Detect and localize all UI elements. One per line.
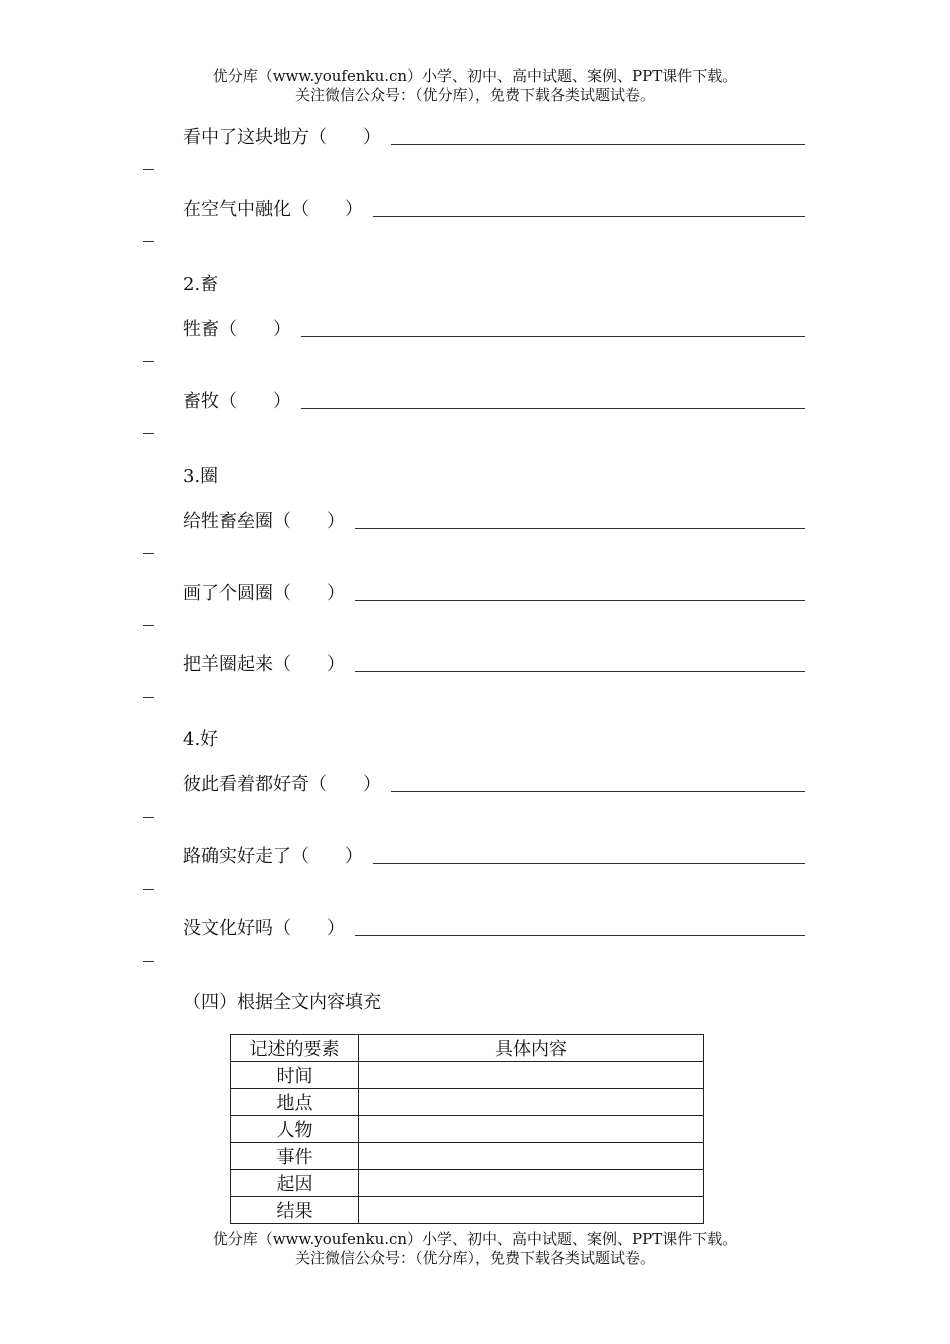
question-item bbox=[183, 650, 805, 676]
table-row bbox=[231, 1143, 704, 1170]
item-text: 画了个圆圈 bbox=[183, 583, 273, 604]
answer-line[interactable] bbox=[355, 527, 805, 529]
dash-mark bbox=[143, 817, 154, 818]
elements-table bbox=[230, 1034, 704, 1224]
dash-mark bbox=[143, 889, 154, 890]
table-header-elements: 记述的要素 bbox=[231, 1035, 359, 1062]
answer-paren[interactable]: （ ） bbox=[291, 199, 363, 220]
row-content-cell[interactable] bbox=[359, 1143, 704, 1170]
question-item bbox=[183, 123, 805, 149]
answer-paren[interactable]: （ ） bbox=[309, 774, 381, 795]
answer-line[interactable] bbox=[355, 599, 805, 601]
item-text: 把羊圈起来 bbox=[183, 654, 273, 675]
item-text: 看中了这块地方 bbox=[183, 127, 309, 148]
heading-2: 2.畜 bbox=[183, 274, 219, 295]
row-content-cell[interactable] bbox=[359, 1170, 704, 1197]
table-row bbox=[231, 1116, 704, 1143]
dash-mark bbox=[143, 625, 154, 626]
page-header bbox=[0, 67, 950, 105]
answer-line[interactable] bbox=[355, 934, 805, 936]
question-item bbox=[183, 842, 805, 868]
item-text: 在空气中融化 bbox=[183, 199, 291, 220]
row-content-cell[interactable] bbox=[359, 1197, 704, 1224]
question-item bbox=[183, 315, 805, 341]
answer-paren[interactable]: （ ） bbox=[219, 391, 291, 412]
footer-line-1: 优分库（www.youfenku.cn）小学、初中、高中试题、案例、PPT课件下载。 bbox=[212, 1230, 738, 1248]
dash-mark bbox=[143, 697, 154, 698]
item-text: 给牲畜垒圈 bbox=[183, 511, 273, 532]
answer-paren[interactable]: （ ） bbox=[291, 846, 363, 867]
table-row bbox=[231, 1089, 704, 1116]
table-row bbox=[231, 1062, 704, 1089]
heading-3: 3.圈 bbox=[183, 466, 219, 487]
dash-mark bbox=[143, 361, 154, 362]
dash-mark bbox=[143, 241, 154, 242]
item-text: 没文化好吗 bbox=[183, 918, 273, 939]
answer-line[interactable] bbox=[301, 407, 805, 409]
item-text: 路确实好走了 bbox=[183, 846, 291, 867]
question-item bbox=[183, 507, 805, 533]
row-label: 结果 bbox=[231, 1197, 359, 1224]
answer-paren[interactable]: （ ） bbox=[273, 918, 345, 939]
page-footer bbox=[0, 1230, 950, 1268]
row-label: 时间 bbox=[231, 1062, 359, 1089]
dash-mark bbox=[143, 553, 154, 554]
answer-line[interactable] bbox=[355, 670, 805, 672]
answer-paren[interactable]: （ ） bbox=[273, 511, 345, 532]
row-label: 地点 bbox=[231, 1089, 359, 1116]
answer-paren[interactable]: （ ） bbox=[273, 583, 345, 604]
item-text: 牲畜 bbox=[183, 319, 219, 340]
answer-line[interactable] bbox=[373, 862, 805, 864]
question-item bbox=[183, 387, 805, 413]
footer-line-2: 关注微信公众号：（优分库），免费下载各类试题试卷。 bbox=[294, 1249, 655, 1267]
row-label: 人物 bbox=[231, 1116, 359, 1143]
question-item bbox=[183, 914, 805, 940]
dash-mark bbox=[143, 169, 154, 170]
table-row bbox=[231, 1197, 704, 1224]
question-item bbox=[183, 195, 805, 221]
answer-line[interactable] bbox=[391, 790, 805, 792]
dash-mark bbox=[143, 433, 154, 434]
section-4-title: （四）根据全文内容填充 bbox=[183, 992, 381, 1013]
answer-paren[interactable]: （ ） bbox=[273, 654, 345, 675]
item-text: 彼此看着都好奇 bbox=[183, 774, 309, 795]
row-content-cell[interactable] bbox=[359, 1116, 704, 1143]
table-row bbox=[231, 1170, 704, 1197]
table-header-content: 具体内容 bbox=[359, 1035, 704, 1062]
table-header-row bbox=[231, 1035, 704, 1062]
answer-line[interactable] bbox=[373, 215, 805, 217]
row-content-cell[interactable] bbox=[359, 1062, 704, 1089]
question-item bbox=[183, 770, 805, 796]
question-item bbox=[183, 579, 805, 605]
answer-paren[interactable]: （ ） bbox=[309, 127, 381, 148]
item-text: 畜牧 bbox=[183, 391, 219, 412]
answer-line[interactable] bbox=[301, 335, 805, 337]
row-label: 事件 bbox=[231, 1143, 359, 1170]
heading-4: 4.好 bbox=[183, 729, 219, 750]
header-line-1: 优分库（www.youfenku.cn）小学、初中、高中试题、案例、PPT课件下载。 bbox=[212, 67, 738, 85]
answer-paren[interactable]: （ ） bbox=[219, 319, 291, 340]
dash-mark bbox=[143, 961, 154, 962]
row-content-cell[interactable] bbox=[359, 1089, 704, 1116]
header-line-2: 关注微信公众号：（优分库），免费下载各类试题试卷。 bbox=[294, 86, 655, 104]
row-label: 起因 bbox=[231, 1170, 359, 1197]
answer-line[interactable] bbox=[391, 143, 805, 145]
